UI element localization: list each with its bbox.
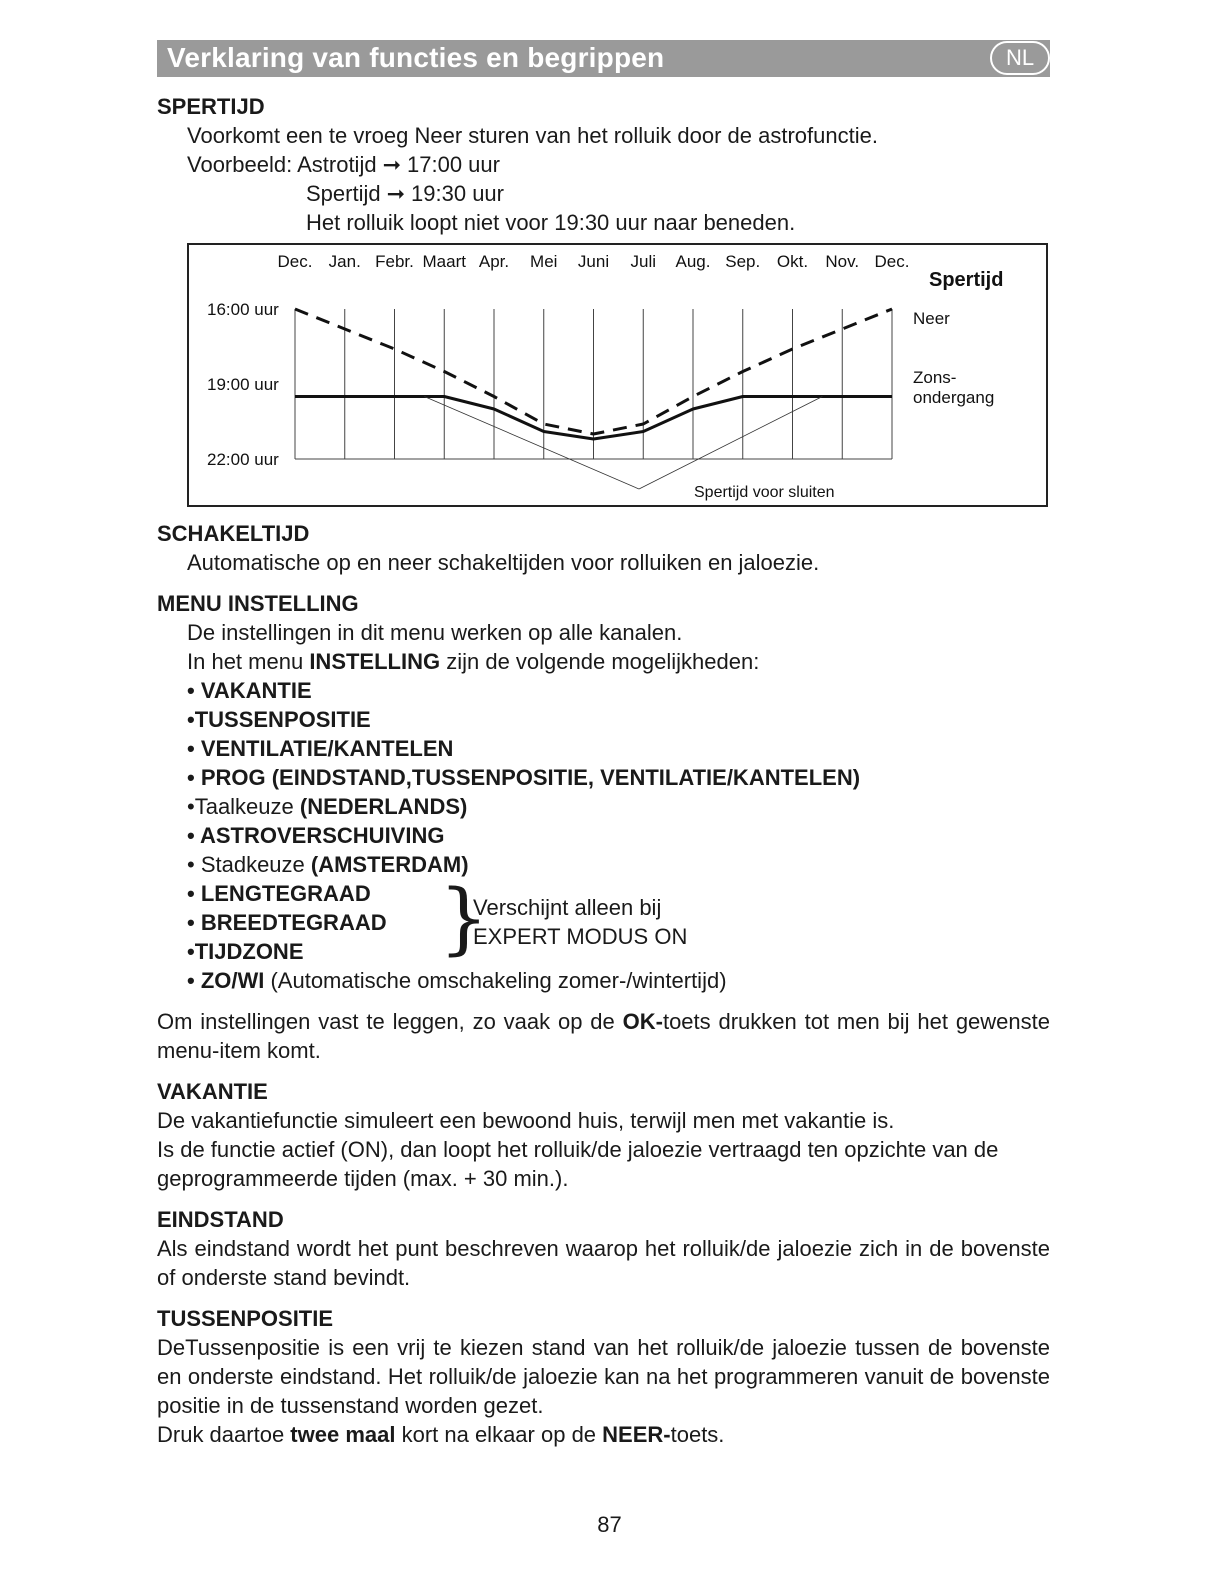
vakantie-line2: Is de functie actief (ON), dan loopt het rolluik/de jaloezie vertraagd ten opzichte van de geprogrammeerde tijden (max. + 30 min.).	[157, 1137, 999, 1191]
tp-bold2: NEER-	[602, 1422, 671, 1447]
option-stadkeuze-label: • Stadkeuze	[187, 852, 311, 877]
arrow-icon: ➞	[382, 152, 402, 177]
tussenpositie-line2	[157, 1420, 1050, 1449]
label-zonsondergang-1: Zons-	[913, 368, 957, 387]
option-taalkeuze-value: (NEDERLANDS)	[299, 794, 468, 819]
expert-note-line2: EXPERT MODUS ON	[473, 924, 688, 949]
month-label: Juli	[630, 252, 657, 271]
label-zonsondergang-2: ondergang	[913, 388, 995, 407]
month-label: Okt.	[776, 252, 809, 271]
schakeltijd-desc: Automatische op en neer schakeltijden voor rolluiken en jaloezie.	[187, 550, 820, 575]
ok-pre: Om instellingen vast te leggen, zo vaak op de	[157, 1009, 623, 1034]
header-title: Verklaring van functies en begrippen	[167, 42, 665, 73]
menu-line1: De instellingen in dit menu werken op alle kanalen.	[187, 620, 683, 645]
tussenpositie-desc: DeTussenpositie is een vrij te kiezen stand van het rolluik/de jaloezie tussen de bovenste en onderste eindstand. Het rolluik/de jaloezie kan na het programmeren vanuit de bovenste positie in de tussenstand worden gezet.	[157, 1335, 1050, 1418]
option-zowi	[187, 966, 1050, 995]
language-badge: NL	[990, 41, 1050, 75]
month-label: Nov.	[825, 252, 860, 271]
month-label: Dec.	[277, 252, 313, 271]
month-label: Dec.	[874, 252, 910, 271]
option-astroverschuiving: • ASTROVERSCHUIVING	[187, 823, 445, 848]
annotation-line	[424, 397, 639, 490]
spertijd-heading: SPERTIJD	[157, 94, 265, 119]
menu-line2-post: zijn de volgende mogelijkheden:	[440, 649, 760, 674]
option-zowi-desc: (Automatische omschakeling zomer-/wintertijd)	[264, 968, 727, 993]
spertijd-desc: Voorkomt een te vroeg Neer sturen van het rolluik door de astrofunctie.	[187, 123, 878, 148]
page-content	[157, 92, 1050, 1449]
label-neer: Neer	[913, 309, 950, 328]
tussenpositie-heading: TUSSENPOSITIE	[157, 1306, 334, 1331]
menu-heading: MENU INSTELLING	[157, 591, 359, 616]
tp-mid: kort na elkaar op de	[395, 1422, 603, 1447]
brace-icon: }	[439, 874, 489, 964]
option-ventilatie: • VENTILATIE/KANTELEN	[187, 736, 454, 761]
option-vakantie: • VAKANTIE	[187, 678, 312, 703]
ok-instruction	[157, 1007, 1050, 1065]
tp-bold1: twee maal	[290, 1422, 396, 1447]
arrow-icon: ➞	[386, 181, 406, 206]
y-tick-label: 16:00 uur	[207, 300, 279, 319]
eindstand-desc: Als eindstand wordt het punt beschreven waarop het rolluik/de jaloezie zich in de bovenste of onderste stand bevindt.	[157, 1236, 1050, 1290]
option-breedtegraad: • BREEDTEGRAAD	[187, 910, 387, 935]
ok-post: toets drukken tot men bij het gewenste menu-item komt.	[157, 1009, 1050, 1063]
example-sper-label: Spertijd	[306, 181, 381, 206]
expert-options-group	[187, 874, 1050, 966]
month-label: Aug.	[675, 252, 711, 271]
month-label: Mei	[530, 252, 558, 271]
option-lengtegraad: • LENGTEGRAAD	[187, 881, 371, 906]
month-label: Febr.	[375, 252, 414, 271]
month-label: Maart	[422, 252, 466, 271]
month-label: Juni	[577, 252, 610, 271]
option-tussenpositie: •TUSSENPOSITIE	[187, 707, 371, 732]
option-prog: • PROG (EINDSTAND,TUSSENPOSITIE, VENTILATIE/KANTELEN)	[187, 765, 861, 790]
eindstand-heading: EINDSTAND	[157, 1207, 284, 1232]
vakantie-line1: De vakantiefunctie simuleert een bewoond huis, terwijl men met vakantie is.	[157, 1108, 895, 1133]
tp-pre: Druk daartoe	[157, 1422, 291, 1447]
expert-note-line1: Verschijnt alleen bij	[473, 895, 662, 920]
expert-note	[473, 893, 687, 951]
chart-svg	[189, 245, 1050, 509]
option-tijdzone: •TIJDZONE	[187, 939, 304, 964]
example-label: Voorbeeld: Astrotijd	[187, 152, 377, 177]
month-label: Sep.	[725, 252, 761, 271]
spertijd-chart	[187, 243, 1048, 507]
spertijd-example-result: Het rolluik loopt niet voor 19:30 uur naar beneden.	[306, 210, 796, 235]
example-sper-time: 19:30 uur	[411, 181, 504, 206]
annotation-label: Spertijd voor sluiten	[694, 484, 835, 501]
spertijd-example-1	[157, 150, 1050, 179]
ok-bold: OK-	[622, 1009, 663, 1034]
option-stadkeuze	[187, 850, 1050, 879]
vakantie-heading: VAKANTIE	[157, 1079, 268, 1104]
menu-line2-pre: In het menu	[187, 649, 310, 674]
option-taalkeuze	[187, 792, 1050, 821]
month-label: Apr.	[478, 252, 510, 271]
option-zowi-label: • ZO/WI	[187, 968, 265, 993]
menu-line2	[157, 647, 1050, 676]
chart-title: Spertijd	[929, 269, 1004, 291]
option-taalkeuze-label: •Taalkeuze	[187, 794, 300, 819]
example-astro-time: 17:00 uur	[407, 152, 500, 177]
spertijd-example-2	[157, 179, 1050, 208]
option-stadkeuze-value: (AMSTERDAM)	[310, 852, 469, 877]
menu-options-list	[157, 676, 1050, 995]
y-tick-label: 22:00 uur	[207, 450, 279, 469]
section-header	[157, 40, 1050, 77]
schakeltijd-heading: SCHAKELTIJD	[157, 521, 310, 546]
tp-post: toets.	[670, 1422, 725, 1447]
month-label: Jan.	[328, 252, 361, 271]
menu-line2-bold: INSTELLING	[309, 649, 441, 674]
y-tick-label: 19:00 uur	[207, 375, 279, 394]
page-number: 87	[597, 1512, 622, 1537]
